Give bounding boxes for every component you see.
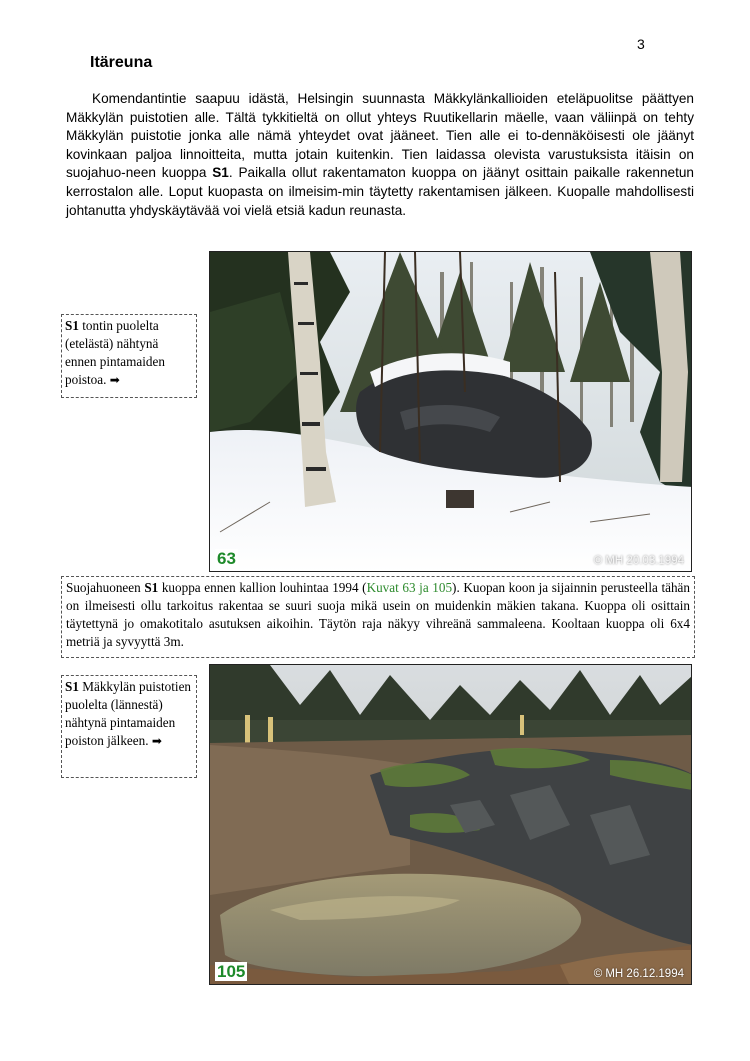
intro-bold-s1: S1 (212, 165, 229, 181)
caption-text-1: Suojahuoneen (66, 580, 145, 595)
photo-63-caption (61, 314, 197, 398)
pit-description-caption (61, 576, 695, 658)
photo-105-caption-bold: S1 (65, 679, 79, 694)
photo-63-caption-text: tontin puolelta (etelästä) nähtynä ennen pintamaiden poistoa. (65, 318, 165, 387)
page-number: 3 (637, 36, 645, 52)
photo-63-credit: © MH 20.03.1994 (593, 555, 684, 567)
photo-63 (209, 251, 692, 572)
caption-text-2: kuoppa ennen kallion louhintaa 1994 ( (158, 580, 367, 595)
photo-105-caption (61, 675, 197, 778)
photo-reference-link[interactable]: Kuvat 63 ja 105 (366, 580, 453, 595)
caption-bold-s1: S1 (144, 580, 159, 595)
right-arrow-icon: ➡ (109, 373, 120, 387)
excavated-pit-image (210, 665, 692, 985)
photo-63-caption-bold: S1 (65, 318, 79, 333)
right-arrow-icon: ➡ (151, 734, 162, 748)
photo-105 (209, 664, 692, 985)
intro-paragraph (66, 90, 694, 220)
intro-text-2: . Paikalla ollut rakentamaton kuoppa on jäänyt osittain paikalle rakennetun kerrostalon alle. Loput kuopasta on ilmeisim-min täytetty rakentamisen jälkeen. Kuopalle mahdollisesti johtanutta yhdyskäytävää voi vielä etsiä kadun reunasta. (66, 165, 694, 218)
winter-forest-image (210, 252, 692, 572)
intro-text-1: Komendantintie saapuu idästä, Helsingin suunnasta Mäkkylänkallioiden eteläpuolitse päättyen Mäkkylän puistotien alle. Tältä tykkitieltä on ollut yhteys Ruutikellarin mäelle, vaan väliinpä on tehty Mäkkylän puistotie jonka alle nämä yhteydet ovat jääneet. Tien alle ei to-dennäköisesti ole jäänyt kovinkaan paljoa linnoitteita, mutta jotain kuitenkin. Tien laidassa olevista varustuksista itäisin on suojahuo-neen kuoppa (66, 91, 694, 181)
photo-105-caption-text: Mäkkylän puistotien puolelta (lännestä) nähtynä pintamaiden poiston jälkeen. (65, 679, 192, 748)
photo-63-number: 63 (217, 549, 236, 568)
section-title: Itäreuna (90, 54, 153, 71)
caption-text-3: ). Kuopan koon ja sijainnin perusteella tähän on ilmeisesti ollu tarkoitus rakentaa se suuri suoja mikä usein on muidenkin mäkien takana. Kuoppa oli osittain täytettynä jo omakotitalo asutuksen aikoihin. Täytön raja näkyy vihreänä sammaleena. Kooltaan kuoppa oli 6x4 metriä ja syvyyttä 3m. (66, 580, 691, 649)
photo-105-credit: © MH 26.12.1994 (593, 968, 684, 980)
photo-105-number: 105 (217, 962, 246, 981)
